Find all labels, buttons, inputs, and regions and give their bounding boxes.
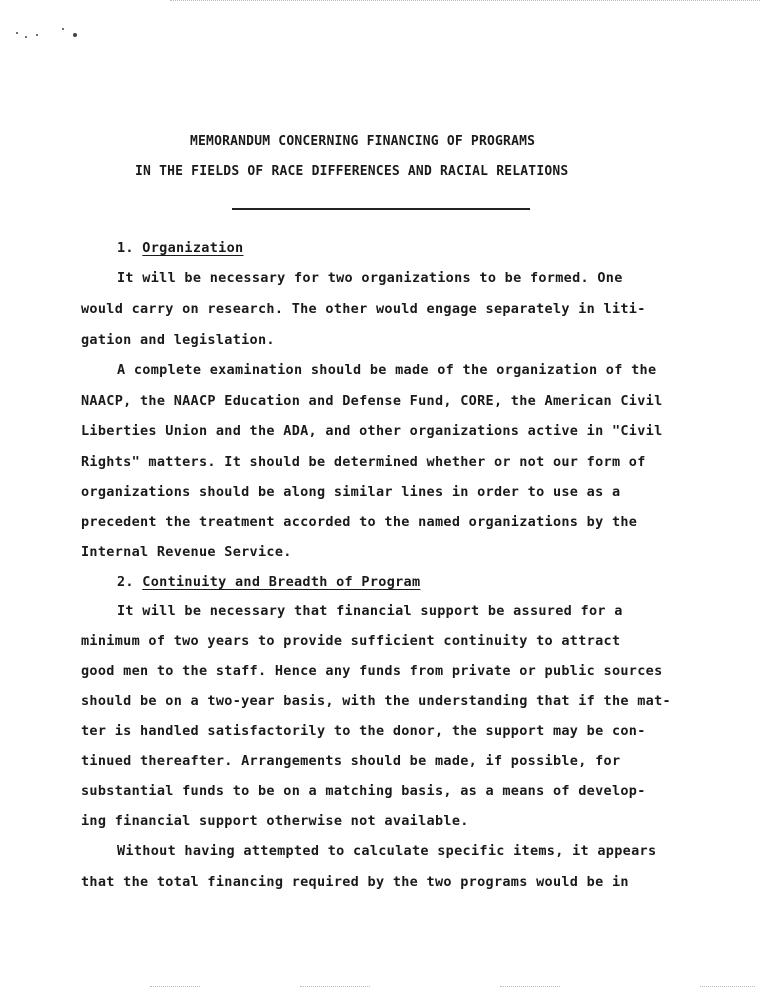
section-1-line: gation and legislation. xyxy=(81,332,275,348)
section-1-line: precedent the treatment accorded to the named organizations by the xyxy=(81,514,638,530)
scan-speck xyxy=(25,36,27,38)
memo-title-line-2: IN THE FIELDS OF RACE DIFFERENCES AND RACIAL RELATIONS xyxy=(135,164,569,179)
section-2-line: good men to the staff. Hence any funds from private or public sources xyxy=(81,663,663,679)
section-2-line: ing financial support otherwise not available. xyxy=(81,813,469,829)
section-2-heading xyxy=(117,574,420,590)
section-2-line: It will be necessary that financial support be assured for a xyxy=(117,603,623,619)
section-2-number: 2. xyxy=(117,574,134,590)
section-2-line: should be on a two-year basis, with the understanding that if the mat- xyxy=(81,693,671,709)
section-2-line: that the total financing required by the two programs would be in xyxy=(81,874,629,890)
bottom-edge-dotted-line xyxy=(150,986,200,987)
section-1-line: organizations should be along similar lines in order to use as a xyxy=(81,484,621,500)
bottom-edge-dotted-line xyxy=(700,986,755,987)
scan-speck xyxy=(73,33,77,37)
section-1-heading-text: Organization xyxy=(142,240,244,256)
scan-speck xyxy=(16,32,18,34)
section-1-line: would carry on research. The other would engage separately in liti- xyxy=(81,301,646,317)
section-1-line: Rights" matters. It should be determined whether or not our form of xyxy=(81,454,646,470)
section-1-line: It will be necessary for two organizations to be formed. One xyxy=(117,270,623,286)
section-1-line: NAACP, the NAACP Education and Defense Fund, CORE, the American Civil xyxy=(81,393,663,409)
section-2-line: minimum of two years to provide sufficient continuity to attract xyxy=(81,633,621,649)
scan-speck xyxy=(62,28,64,30)
section-2-line: Without having attempted to calculate specific items, it appears xyxy=(117,843,657,859)
section-2-line: ter is handled satisfactorily to the donor, the support may be con- xyxy=(81,723,646,739)
section-2-line: tinued thereafter. Arrangements should be made, if possible, for xyxy=(81,753,621,769)
bottom-edge-dotted-line xyxy=(300,986,370,987)
section-1-heading xyxy=(117,240,243,256)
section-2-line: substantial funds to be on a matching basis, as a means of develop- xyxy=(81,783,646,799)
memo-title-line-1: MEMORANDUM CONCERNING FINANCING OF PROGRAMS xyxy=(190,134,536,149)
section-1-line: Liberties Union and the ADA, and other organizations active in "Civil xyxy=(81,423,663,439)
section-1-line: A complete examination should be made of the organization of the xyxy=(117,362,657,378)
section-2-heading-text: Continuity and Breadth of Program xyxy=(142,574,421,590)
title-underline-rule xyxy=(232,208,530,210)
section-1-number: 1. xyxy=(117,240,134,256)
scan-speck xyxy=(36,34,38,36)
bottom-edge-dotted-line xyxy=(500,986,560,987)
top-edge-dotted-line xyxy=(170,0,760,1)
section-1-line: Internal Revenue Service. xyxy=(81,544,292,560)
